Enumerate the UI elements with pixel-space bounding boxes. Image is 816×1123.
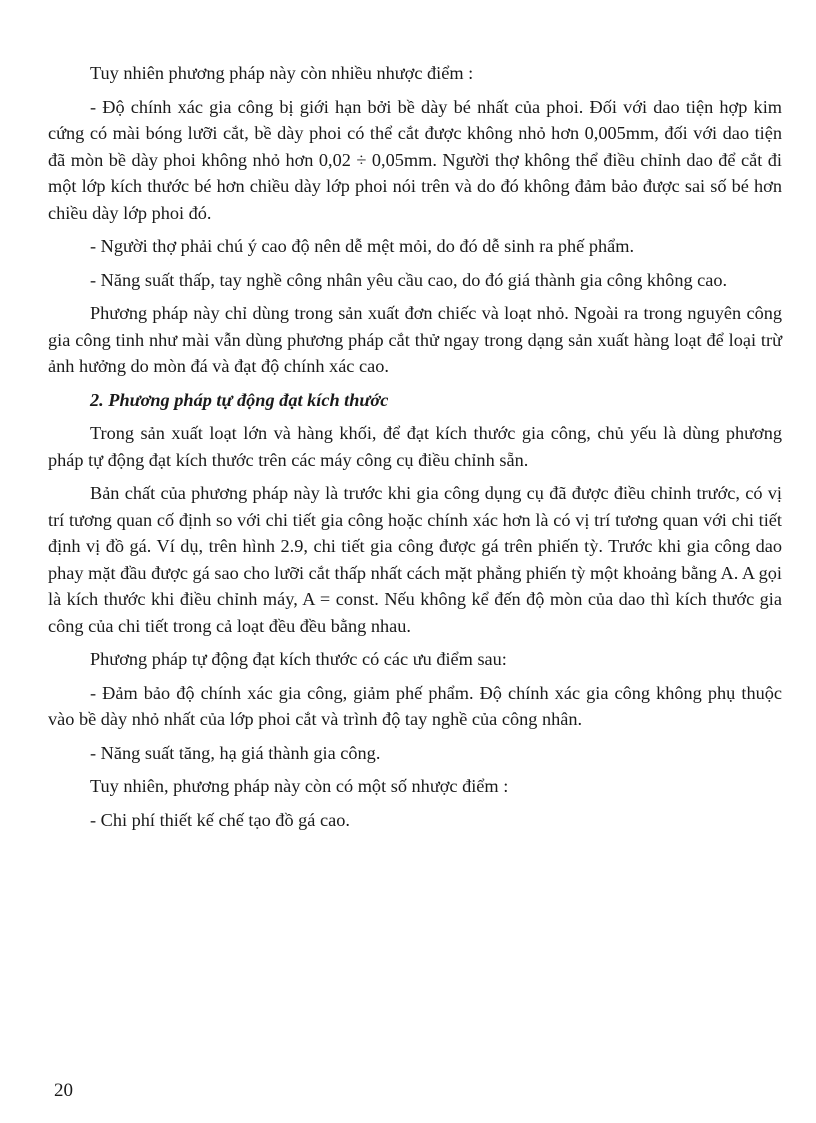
paragraph-low-productivity: - Năng suất thấp, tay nghề công nhân yêu cầu cao, do đó giá thành gia công không cao.: [90, 269, 728, 290]
section-heading-automatic-method: 2. Phương pháp tự động đạt kích thước: [90, 389, 389, 410]
paragraph-accuracy-advantage: - Đảm bảo độ chính xác gia công, giảm phế phẩm. Độ chính xác gia công không phụ thuộc vào bề dày nhỏ nhất của lớp phoi cắt và trình độ tay nghề của công nhân.: [48, 682, 782, 729]
paragraph-accuracy-limit: - Độ chính xác gia công bị giới hạn bởi bề dày bé nhất của phoi. Đối với dao tiện hợp kim cứng có mài bóng lưỡi cắt, bề dày phoi có thể cắt được không nhỏ hơn 0,005mm, đối với dao tiện đã mòn bề dày phoi không nhỏ hơn 0,02 ÷ 0,05mm. Người thợ không thể điều chỉnh dao để cắt đi một lớp kích thước bé hơn chiều dày lớp phoi nói trên và do đó không đảm bảo được sai số bé hơn chiều dày lớp phoi đó.: [48, 96, 782, 223]
paragraph-method-essence: Bản chất của phương pháp này là trước khi gia công dụng cụ đã được điều chỉnh trước, có vị trí tương quan cố định so với chi tiết gia công hoặc chính xác hơn là có vị trí tương quan với chi tiết định vị đồ gá. Ví dụ, trên hình 2.9, chi tiết gia công được gá trên phiến tỳ. Trước khi gia công dao phay mặt đầu được gá sao cho lưỡi cắt thấp nhất cách mặt phẳng phiến tỳ một khoảng bằng A. A gọi là kích thước khi điều chỉnh máy, A = const. Nếu không kể đến độ mòn của dao thì kích thước gia công của chi tiết trong cả loạt đều đều bằng nhau.: [48, 483, 782, 636]
paragraph-usage-scope: Phương pháp này chỉ dùng trong sản xuất đơn chiếc và loạt nhỏ. Ngoài ra trong nguyên công gia công tinh như mài vẫn dùng phương pháp cắt thử ngay trong dạng sản xuất hàng loạt để loại trừ ảnh hưởng do mòn đá và đạt độ chính xác cao.: [48, 303, 782, 376]
page-number: 20: [54, 1080, 73, 1101]
paragraph-worker-fatigue: - Người thợ phải chú ý cao độ nên dễ mệt mỏi, do đó dễ sinh ra phế phẩm.: [90, 236, 635, 256]
paragraph-disadvantages-intro-2: Tuy nhiên, phương pháp này còn có một số nhược điểm :: [90, 776, 509, 796]
paragraph-advantages-intro: Phương pháp tự động đạt kích thước có các ưu điểm sau:: [90, 649, 507, 669]
paragraph-productivity-advantage: - Năng suất tăng, hạ giá thành gia công.: [90, 742, 381, 763]
paragraph-mass-production: Trong sản xuất loạt lớn và hàng khối, để đạt kích thước gia công, chủ yếu là dùng phương pháp tự động đạt kích thước trên các máy công cụ điều chỉnh sẵn.: [48, 423, 782, 470]
body-text: [48, 60, 782, 840]
paragraph-disadvantages-intro: Tuy nhiên phương pháp này còn nhiều nhược điểm :: [90, 63, 474, 83]
paragraph-fixture-cost: - Chi phí thiết kế chế tạo đồ gá cao.: [90, 809, 350, 830]
